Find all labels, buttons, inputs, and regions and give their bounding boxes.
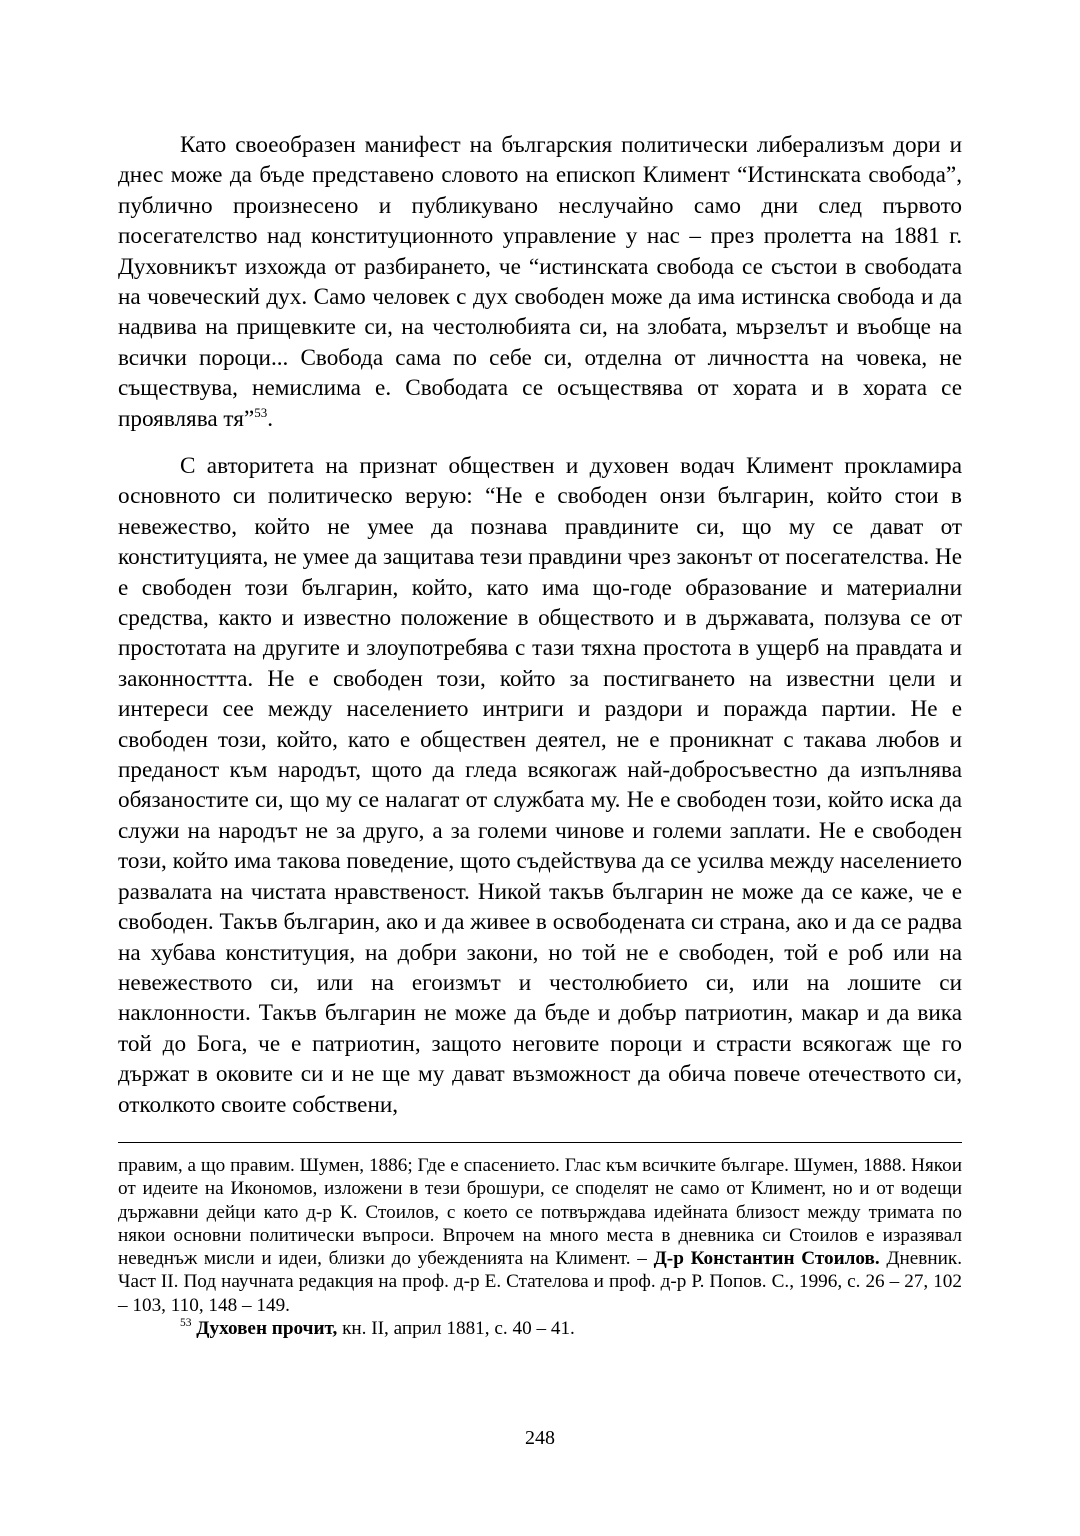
footnote-53-bold: Духовен прочит, (196, 1318, 338, 1340)
paragraph-2 (118, 451, 962, 1120)
footnote-53-tail: кн. II, април 1881, с. 40 – 41. (342, 1318, 575, 1340)
footnote-53-number: 53 (180, 1317, 192, 1330)
footnote-53 (118, 1317, 962, 1340)
footnote-ref-53[interactable]: 53 (254, 404, 268, 420)
page-number: 248 (525, 1427, 555, 1449)
footnote-continued-bold: Д-р Константин Стоилов. (653, 1248, 880, 1270)
footnote-continued-text: правим, а що правим. Шумен, 1886; Где е спасението. Глас към всичките българе. Шумен, 1888. Някои от идеите на Икономов, изложени в тези брошури, се споделят не само от Климент, но и от водещи държавни дейци като д-р К. Стоилов, с което се потвърждава идейната близост между тримата по някои основни политически въпроси. Впрочем на много места в дневника си Стоилов е изразявал неведнъж мисли и идеи, близки до убежденията на Климент. – (118, 1155, 962, 1270)
footnotes (118, 1154, 962, 1340)
footnote-continued-tail: Дневник. Част II. Под научната редакция на проф. д-р Е. Стателова и проф. д-р Р. Попов. С., 1996, с. 26 – 27, 102 – 103, 110, 148 – 149. (118, 1248, 962, 1316)
footnote-separator (118, 1142, 962, 1143)
footnote-continued (118, 1154, 962, 1317)
paragraph-2-text: С авторитета на признат обществен и духовен водач Климент прокламира основното си политическо верую: “Не е свободен онзи българин, който стои в невежество, който не умее да познава правдините си, що му се дават от конституцията, не умее да защитава тези правдини чрез законът от посегателства. Не е свободен този българин, който, като има що-годе образование и материални средства, както и известно положение в обществото и в държавата, ползува се от простотата на другите и злоупотребява с тази тяхна простота в ущерб на правдата и законносттта. Не е свободен този, който за постигването на известни цели и интереси сее между населението интриги и раздори и поражда партии. Не е свободен този, който, като е обществен деятел, не е проникнат с такава любов и преданост към народът, щото да гледа всякогаж най-добросъвестно да изпълнява обязаностите си, що му се налагат от службата му. Не е свободен този, който иска да служи на народът не за друго, а за големи чинове и големи заплати. Не е свободен този, който има такова поведение, щото съдействува да се усилва между населението развалата на чистата нравственост. Никой такъв българин не може да се каже, че е свободен. Такъв българин, ако и да живее в освободената си страна, ако и да се радва на хубава конституция, на добри закони, но той не е свободен, той е роб или на невежеството си, или на егоизмът и честолюбието си, или на лошите си наклонности. Такъв българин не може да бъде и добър патриотин, макар и да вика той до Бога, че е патриотин, защото неговите пороци и страсти всякогаж ще го държат в оковите си и не ще му дават възможност да обича повече отечеството си, отколкото своите собствени, (118, 453, 962, 1118)
paragraph-1 (118, 130, 962, 434)
paragraph-1-text: Като своеобразен манифест на българския политически либерализъм дори и днес може да бъде представено словото на епископ Климент “Истинската свобода”, публично произнесено и публикувано неслучайно само дни след първото посегателство над конституционното управление у нас – през пролетта на 1881 г. Духовникът изхожда от разбирането, че “истинската свобода се състои в свободата на човеческий дух. Само человек с дух свободен може да има истинска свобода и да надвива на прищевките си, на честолюбията си, на злобата, мързелът и въобще на всички пороци... Свобода сама по себе си, отделна от личността на човека, не съществува, немислима е. Свободата се осъществява от хората и в хората се проявлява тя” (118, 132, 962, 432)
paragraph-1-tail: . (267, 405, 274, 432)
